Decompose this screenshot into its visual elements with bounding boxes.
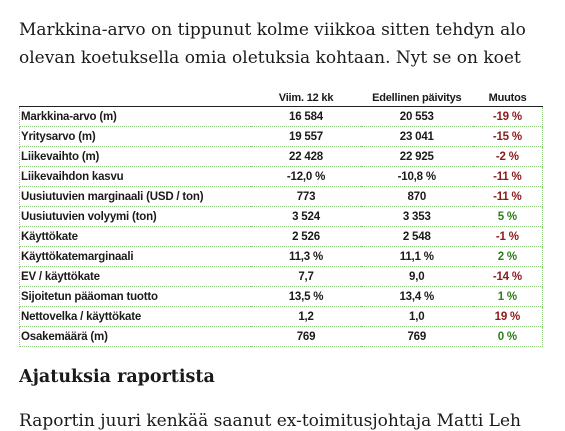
change-value: 0 % [473,327,543,347]
table-row [20,127,543,147]
previous-update-value: -10,8 % [361,167,473,187]
previous-update-value: 20 553 [361,107,473,127]
last-12-months-value: 1,2 [251,307,361,327]
last-12-months-value: 2 526 [251,227,361,247]
change-value: 19 % [473,307,543,327]
header-label [20,90,252,107]
last-12-months-value: 3 524 [251,207,361,227]
intro-line-1: Markkina-arvo on tippunut kolme viikkoa sitten tehdyn alo [19,20,526,40]
last-12-months-value: 11,3 % [251,247,361,267]
last-12-months-value: -12,0 % [251,167,361,187]
table-row [20,327,543,347]
row-label: Sijoitetun pääoman tuotto [20,287,252,307]
header-last-12-months: Viim. 12 kk [251,90,361,107]
change-value: -15 % [473,127,543,147]
table-row [20,227,543,247]
valuation-table-container [19,90,543,347]
intro-line-2: olevan koetuksella omia oletuksia kohtaan. Nyt se on koet [19,48,521,68]
row-label: Yritysarvo (m) [20,127,252,147]
valuation-table [19,90,543,347]
previous-update-value: 13,4 % [361,287,473,307]
previous-update-value: 9,0 [361,267,473,287]
change-value: 1 % [473,287,543,307]
table-row [20,287,543,307]
previous-update-value: 11,1 % [361,247,473,267]
table-row [20,247,543,267]
last-12-months-value: 22 428 [251,147,361,167]
change-value: 2 % [473,247,543,267]
last-12-months-value: 773 [251,187,361,207]
row-label: Uusiutuvien marginaali (USD / ton) [20,187,252,207]
change-value: 5 % [473,207,543,227]
table-row [20,307,543,327]
last-12-months-value: 19 557 [251,127,361,147]
row-label: Käyttökatemarginaali [20,247,252,267]
row-label: Markkina-arvo (m) [20,107,252,127]
table-row [20,147,543,167]
row-label: Osakemäärä (m) [20,327,252,347]
change-value: -2 % [473,147,543,167]
table-body [20,107,543,347]
row-label: Uusiutuvien volyymi (ton) [20,207,252,227]
header-change: Muutos [473,90,543,107]
last-12-months-value: 16 584 [251,107,361,127]
table-row [20,207,543,227]
last-12-months-value: 7,7 [251,267,361,287]
row-label: Liikevaihdon kasvu [20,167,252,187]
previous-update-value: 23 041 [361,127,473,147]
previous-update-value: 2 548 [361,227,473,247]
row-label: Nettovelka / käyttökate [20,307,252,327]
previous-update-value: 22 925 [361,147,473,167]
previous-update-value: 769 [361,327,473,347]
outro-paragraph: Raportin juuri kenkää saanut ex-toimitusjohtaja Matti Leh [19,411,521,431]
last-12-months-value: 13,5 % [251,287,361,307]
last-12-months-value: 769 [251,327,361,347]
table-row [20,167,543,187]
row-label: Liikevaihto (m) [20,147,252,167]
change-value: -14 % [473,267,543,287]
intro-paragraph [19,16,565,72]
section-heading: Ajatuksia raportista [19,367,215,387]
table-row [20,187,543,207]
change-value: -1 % [473,227,543,247]
previous-update-value: 1,0 [361,307,473,327]
row-label: Käyttökate [20,227,252,247]
change-value: -11 % [473,167,543,187]
change-value: -11 % [473,187,543,207]
table-row [20,107,543,127]
change-value: -19 % [473,107,543,127]
table-header-row [20,90,543,107]
header-previous-update: Edellinen päivitys [361,90,473,107]
table-row [20,267,543,287]
previous-update-value: 3 353 [361,207,473,227]
row-label: EV / käyttökate [20,267,252,287]
previous-update-value: 870 [361,187,473,207]
